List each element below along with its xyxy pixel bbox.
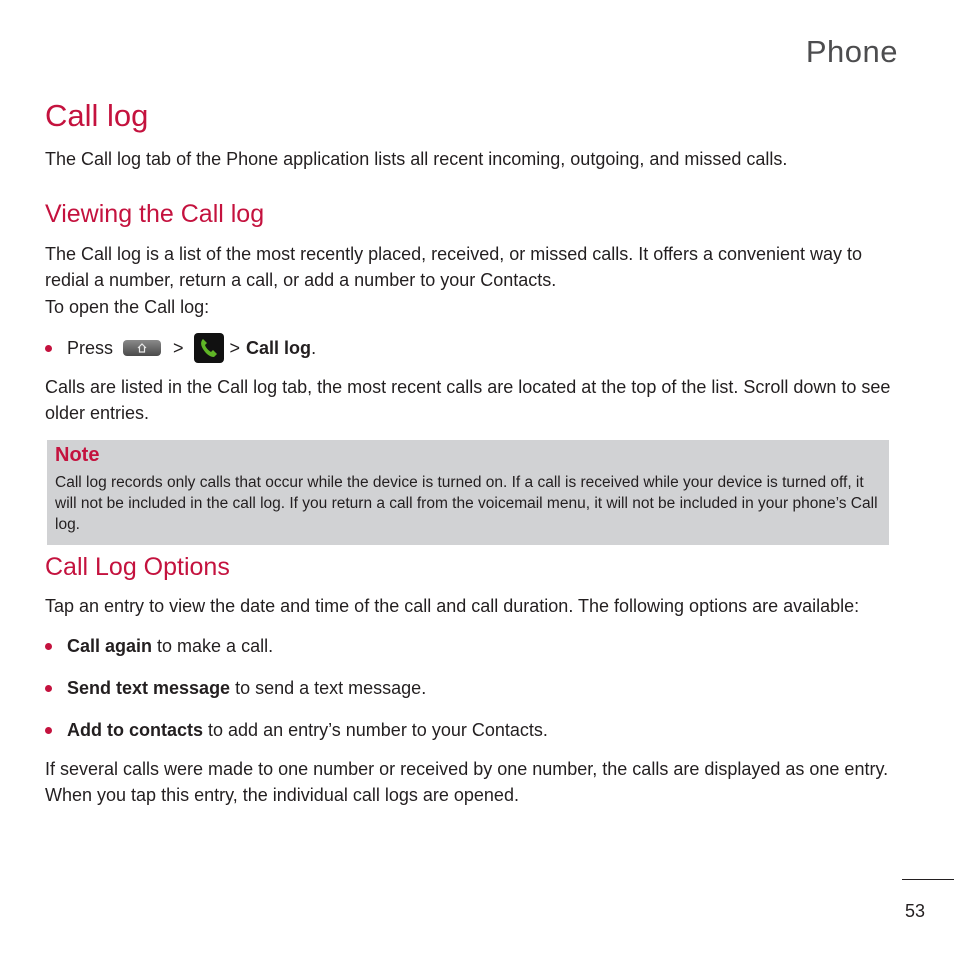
list-item (45, 717, 548, 743)
option-label: Send text message (67, 678, 231, 698)
note-box (47, 440, 889, 545)
bullet-dot (45, 643, 52, 650)
section-header: Phone (805, 34, 898, 69)
page-title: Call log (45, 98, 149, 133)
option-label: Call again (67, 636, 153, 656)
phone-app-icon (194, 333, 224, 363)
note-text: Call log records only calls that occur while the device is turned on. If a call is received while your device is turned off, it will not be included in the call log. If you return a call from the voicemail menu, it will not be included in your phone’s Call log. (55, 474, 878, 533)
options-heading: Call Log Options (45, 553, 230, 581)
bullet-dot (45, 727, 52, 734)
closing-paragraph: If several calls were made to one number or received by one number, the calls are displayed as one entry. When you tap this entry, the individual call logs are opened. (45, 759, 889, 805)
page-number: 53 (905, 901, 926, 921)
call-list-paragraph: Calls are listed in the Call log tab, the most recent calls are located at the top of the list. Scroll down to see older entries. (45, 377, 891, 423)
step-separator: > (229, 338, 241, 358)
bullet-dot (45, 345, 52, 352)
open-label: To open the Call log: (45, 297, 210, 317)
option-label: Add to contacts (67, 720, 204, 740)
options-intro: Tap an entry to view the date and time of the call and call duration. The following options are available: (45, 596, 860, 616)
viewing-paragraph: The Call log is a list of the most recently placed, received, or missed calls. It offers a convenient way to redial a number, return a call, or add a number to your Contacts. (45, 244, 863, 290)
option-desc: to add an entry’s number to your Contacts. (203, 720, 548, 740)
open-step (45, 333, 316, 363)
note-title: Note (55, 444, 100, 466)
call-log-target: Call log (246, 338, 312, 358)
intro-paragraph: The Call log tab of the Phone application lists all recent incoming, outgoing, and missed calls. (45, 149, 788, 169)
viewing-heading: Viewing the Call log (45, 200, 265, 228)
list-item (45, 675, 426, 701)
option-desc: to send a text message. (230, 678, 427, 698)
home-key-icon (123, 340, 161, 356)
step-end: . (311, 338, 317, 358)
list-item (45, 633, 273, 659)
bullet-dot (45, 685, 52, 692)
option-desc: to make a call. (152, 636, 274, 656)
step-separator: > (173, 338, 184, 358)
footer-rule (902, 879, 954, 880)
press-text: Press (67, 338, 114, 358)
